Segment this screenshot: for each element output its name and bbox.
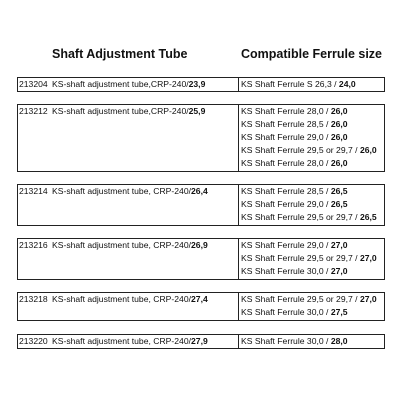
product-group-213216	[17, 238, 385, 280]
tube-description: KS-shaft adjustment tube, CRP-240/26,4	[52, 186, 208, 196]
ferrule-size: KS Shaft Ferrule 28,5 / 26,0	[241, 119, 348, 129]
ferrule-size: KS Shaft Ferrule 30,0 / 27,5	[241, 307, 348, 317]
table-row	[18, 118, 384, 131]
product-group-213214	[17, 184, 385, 226]
ferrule-size: KS Shaft Ferrule 29,5 or 29,7 / 27,0	[241, 253, 377, 263]
table-row	[18, 293, 384, 306]
tube-description: KS-shaft adjustment tube,CRP-240/23,9	[52, 79, 206, 89]
header-shaft-adjustment-tube: Shaft Adjustment Tube	[52, 47, 188, 61]
ferrule-size: KS Shaft Ferrule S 26,3 / 24,0	[241, 79, 356, 89]
tube-description: KS-shaft adjustment tube, CRP-240/27,9	[52, 336, 208, 346]
table-row	[18, 198, 384, 211]
ferrule-size: KS Shaft Ferrule 29,5 or 29,7 / 26,0	[241, 145, 377, 155]
product-group-213218	[17, 292, 385, 321]
ferrule-size: KS Shaft Ferrule 29,5 or 29,7 / 26,5	[241, 212, 377, 222]
tube-description: KS-shaft adjustment tube, CRP-240/27,4	[52, 294, 208, 304]
table-row	[18, 306, 384, 319]
ferrule-size: KS Shaft Ferrule 28,0 / 26,0	[241, 158, 348, 168]
ferrule-size: KS Shaft Ferrule 28,0 / 26,0	[241, 106, 348, 116]
table-row	[18, 105, 384, 118]
table-row	[18, 211, 384, 224]
product-code: 213216	[19, 240, 48, 250]
product-code: 213212	[19, 106, 48, 116]
table-row	[18, 335, 384, 348]
product-code: 213218	[19, 294, 48, 304]
table-row	[18, 157, 384, 170]
product-code: 213220	[19, 336, 48, 346]
table-row	[18, 144, 384, 157]
product-group-213212	[17, 104, 385, 172]
table-row	[18, 265, 384, 278]
header-compatible-ferrule-size: Compatible Ferrule size	[241, 47, 383, 61]
ferrule-size: KS Shaft Ferrule 29,0 / 27,0	[241, 240, 348, 250]
product-code: 213214	[19, 186, 48, 196]
ferrule-size: KS Shaft Ferrule 30,0 / 28,0	[241, 336, 348, 346]
table-row	[18, 185, 384, 198]
ferrule-size: KS Shaft Ferrule 29,0 / 26,0	[241, 132, 348, 142]
tube-description: KS-shaft adjustment tube,CRP-240/25,9	[52, 106, 206, 116]
ferrule-size: KS Shaft Ferrule 29,0 / 26,5	[241, 199, 348, 209]
product-group-213204	[17, 77, 385, 92]
table-row	[18, 252, 384, 265]
tube-description: KS-shaft adjustment tube, CRP-240/26,9	[52, 240, 208, 250]
ferrule-size: KS Shaft Ferrule 30,0 / 27,0	[241, 266, 348, 276]
table-row	[18, 78, 384, 91]
product-group-213220	[17, 334, 385, 349]
ferrule-size: KS Shaft Ferrule 28,5 / 26,5	[241, 186, 348, 196]
table-row	[18, 131, 384, 144]
product-code: 213204	[19, 79, 48, 89]
table-row	[18, 239, 384, 252]
ferrule-size: KS Shaft Ferrule 29,5 or 29,7 / 27,0	[241, 294, 377, 304]
